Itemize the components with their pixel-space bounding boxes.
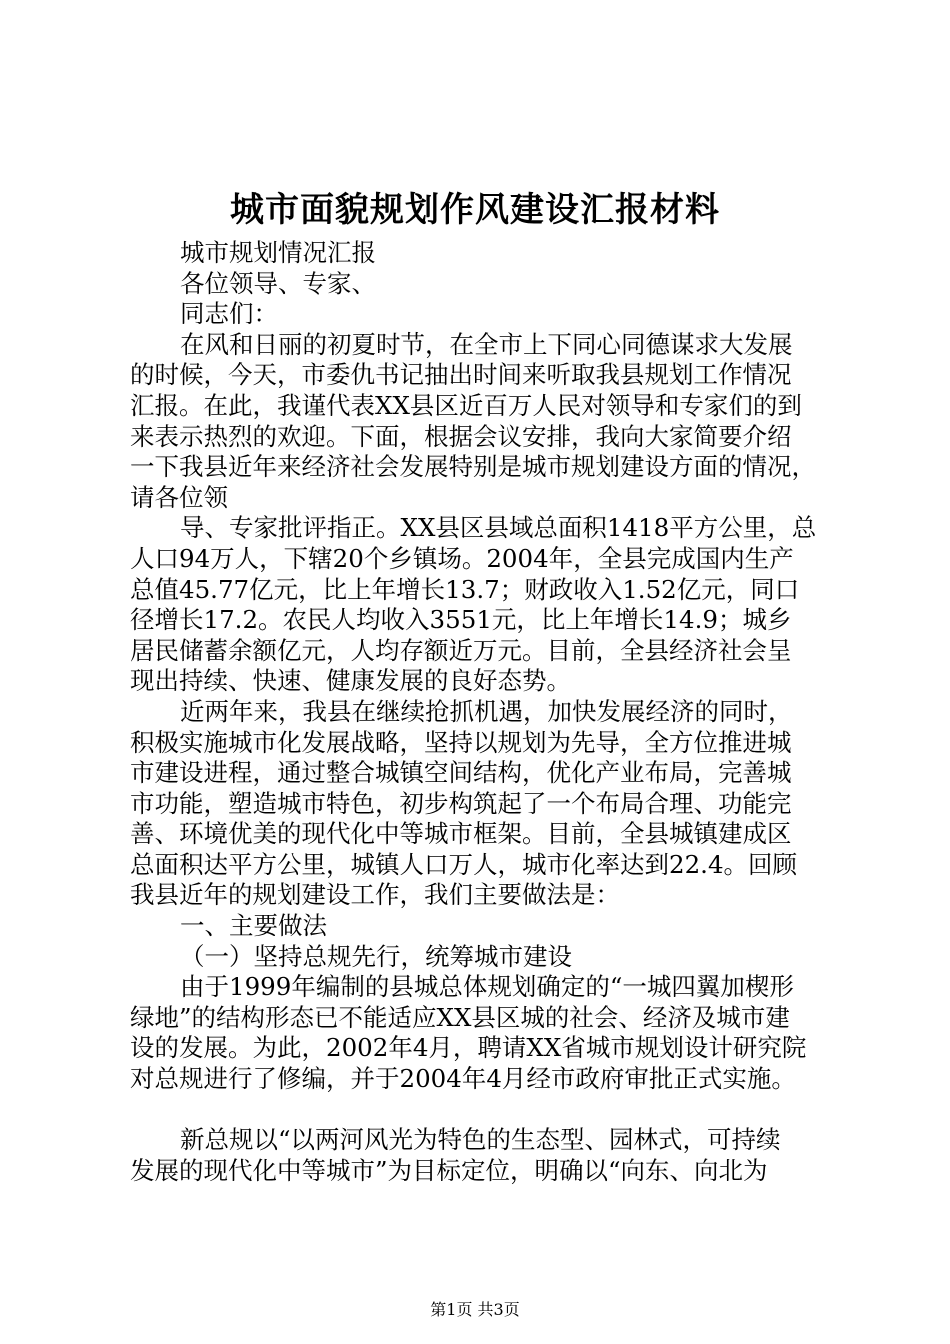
paragraph-line: 导、专家批评指正。XX县区县域总面积1418平方公里，总 <box>180 513 817 543</box>
paragraph-line: 近两年来，我县在继续抢抓机遇，加快发展经济的同时， <box>180 696 793 726</box>
document-body <box>130 238 830 1186</box>
paragraph-line: 人口94万人，下辖20个乡镇场。2004年，全县完成国内生产 <box>130 543 794 573</box>
paragraph-line: 新总规以“以两河风光为特色的生态型、园林式，可持续 <box>180 1125 781 1155</box>
paragraph-gap <box>130 1095 830 1126</box>
paragraph-line: 汇报。在此，我谨代表XX县区近百万人民对领导和专家们的到 <box>130 390 802 420</box>
paragraph-line: 我县近年的规划建设工作，我们主要做法是： <box>130 880 620 910</box>
paragraph-line: 对总规进行了修编，并于2004年4月经市政府审批正式实施。 <box>130 1064 796 1094</box>
paragraph-line: 由于1999年编制的县城总体规划确定的“一城四翼加楔形 <box>180 972 794 1002</box>
subtitle-line: 城市规划情况汇报 <box>180 238 376 267</box>
paragraph-line: 设的发展。为此，2002年4月，聘请XX省城市规划设计研究院 <box>130 1033 807 1063</box>
paragraph-line: 绿地”的结构形态已不能适应XX县区城的社会、经济及城市建 <box>130 1002 790 1032</box>
paragraph-line: 市功能，塑造城市特色，初步构筑起了一个布局合理、功能完 <box>130 788 792 818</box>
paragraph-line: 发展的现代化中等城市”为目标定位，明确以“向东、向北为 <box>130 1155 768 1185</box>
page-footer: 第1页 共3页 <box>430 1300 520 1319</box>
paragraph-line: 居民储蓄余额亿元，人均存额近万元。目前，全县经济社会呈 <box>130 635 792 665</box>
paragraph-line: 现出持续、快速、健康发展的良好态势。 <box>130 666 571 696</box>
document-title: 城市面貌规划作风建设汇报材料 <box>230 190 720 230</box>
salutation-line: 同志们： <box>180 299 278 329</box>
paragraph-line: 善、环境优美的现代化中等城市框架。目前，全县城镇建成区 <box>130 819 792 849</box>
paragraph-line: 总面积达平方公里，城镇人口万人，城市化率达到22.4。回顾 <box>130 849 798 879</box>
paragraph-line: 市建设进程，通过整合城镇空间结构，优化产业布局，完善城 <box>130 758 792 788</box>
paragraph-line: 积极实施城市化发展战略，坚持以规划为先导，全方位推进城 <box>130 727 792 757</box>
paragraph-line: 来表示热烈的欢迎。下面，根据会议安排，我向大家简要介绍 <box>130 421 792 451</box>
salutation-line: 各位领导、专家、 <box>180 268 376 298</box>
subsection-heading: （一）坚持总规先行，统筹城市建设 <box>180 941 572 971</box>
paragraph-line: 在风和日丽的初夏时节，在全市上下同心同德谋求大发展 <box>180 329 793 359</box>
paragraph-line: 请各位领 <box>130 482 228 512</box>
paragraph-line: 一下我县近年来经济社会发展特别是城市规划建设方面的情况， <box>130 452 816 482</box>
section-heading: 一、主要做法 <box>180 911 327 941</box>
paragraph-line: 总值45.77亿元，比上年增长13.7；财政收入1.52亿元，同口 <box>130 574 800 604</box>
paragraph-line: 径增长17.2。农民人均收入3551元，比上年增长14.9；城乡 <box>130 605 792 635</box>
paragraph-line: 的时候，今天，市委仇书记抽出时间来听取我县规划工作情况 <box>130 360 792 390</box>
